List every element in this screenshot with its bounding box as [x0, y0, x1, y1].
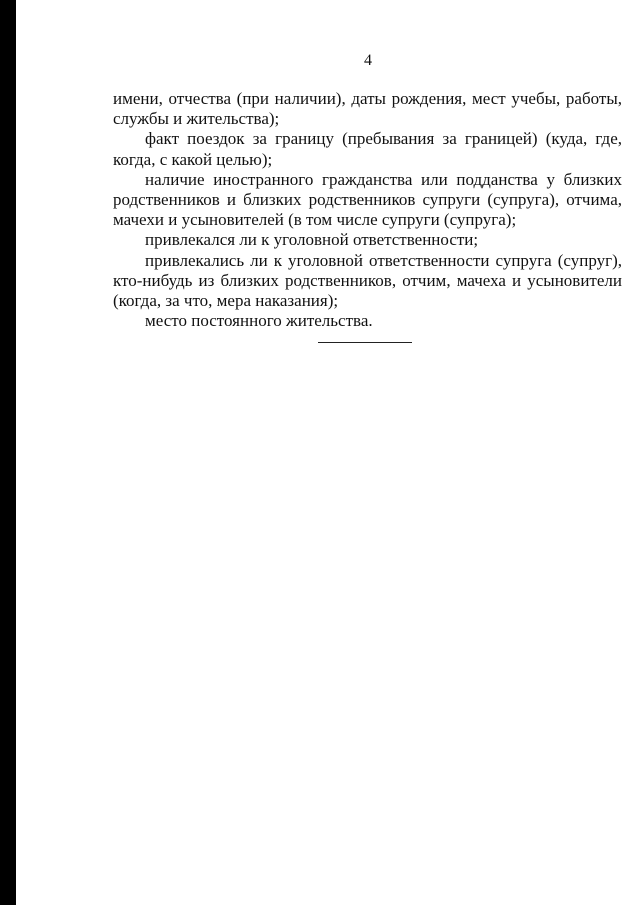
text-line: привлекался ли к уголовной ответственности;: [145, 230, 479, 249]
text-line: привлекались ли к уголовной ответственности супруга (супруг),: [145, 251, 622, 270]
text-line: имени, отчества (при наличии), даты рождения, мест учебы, работы,: [113, 89, 622, 108]
text-line: кто-нибудь из близких родственников, отчим, мачеха и усыновители: [113, 271, 622, 290]
text-line: (когда, за что, мера наказания);: [113, 291, 339, 310]
text-line: родственников и близких родственников супруги (супруга), отчима,: [113, 190, 622, 209]
text-line: мачехи и усыновителей (в том числе супруги (супруга);: [113, 210, 517, 229]
text-line: когда, с какой целью);: [113, 150, 273, 169]
text-line: службы и жительства);: [113, 109, 280, 128]
text-line: факт поездок за границу (пребывания за границей) (куда, где,: [145, 129, 622, 148]
scan-edge-border: [0, 0, 16, 905]
text-line: наличие иностранного гражданства или подданства у близких: [145, 170, 622, 189]
text-line: место постоянного жительства.: [145, 311, 373, 330]
end-divider: [318, 342, 412, 343]
page-number: 4: [364, 52, 372, 69]
